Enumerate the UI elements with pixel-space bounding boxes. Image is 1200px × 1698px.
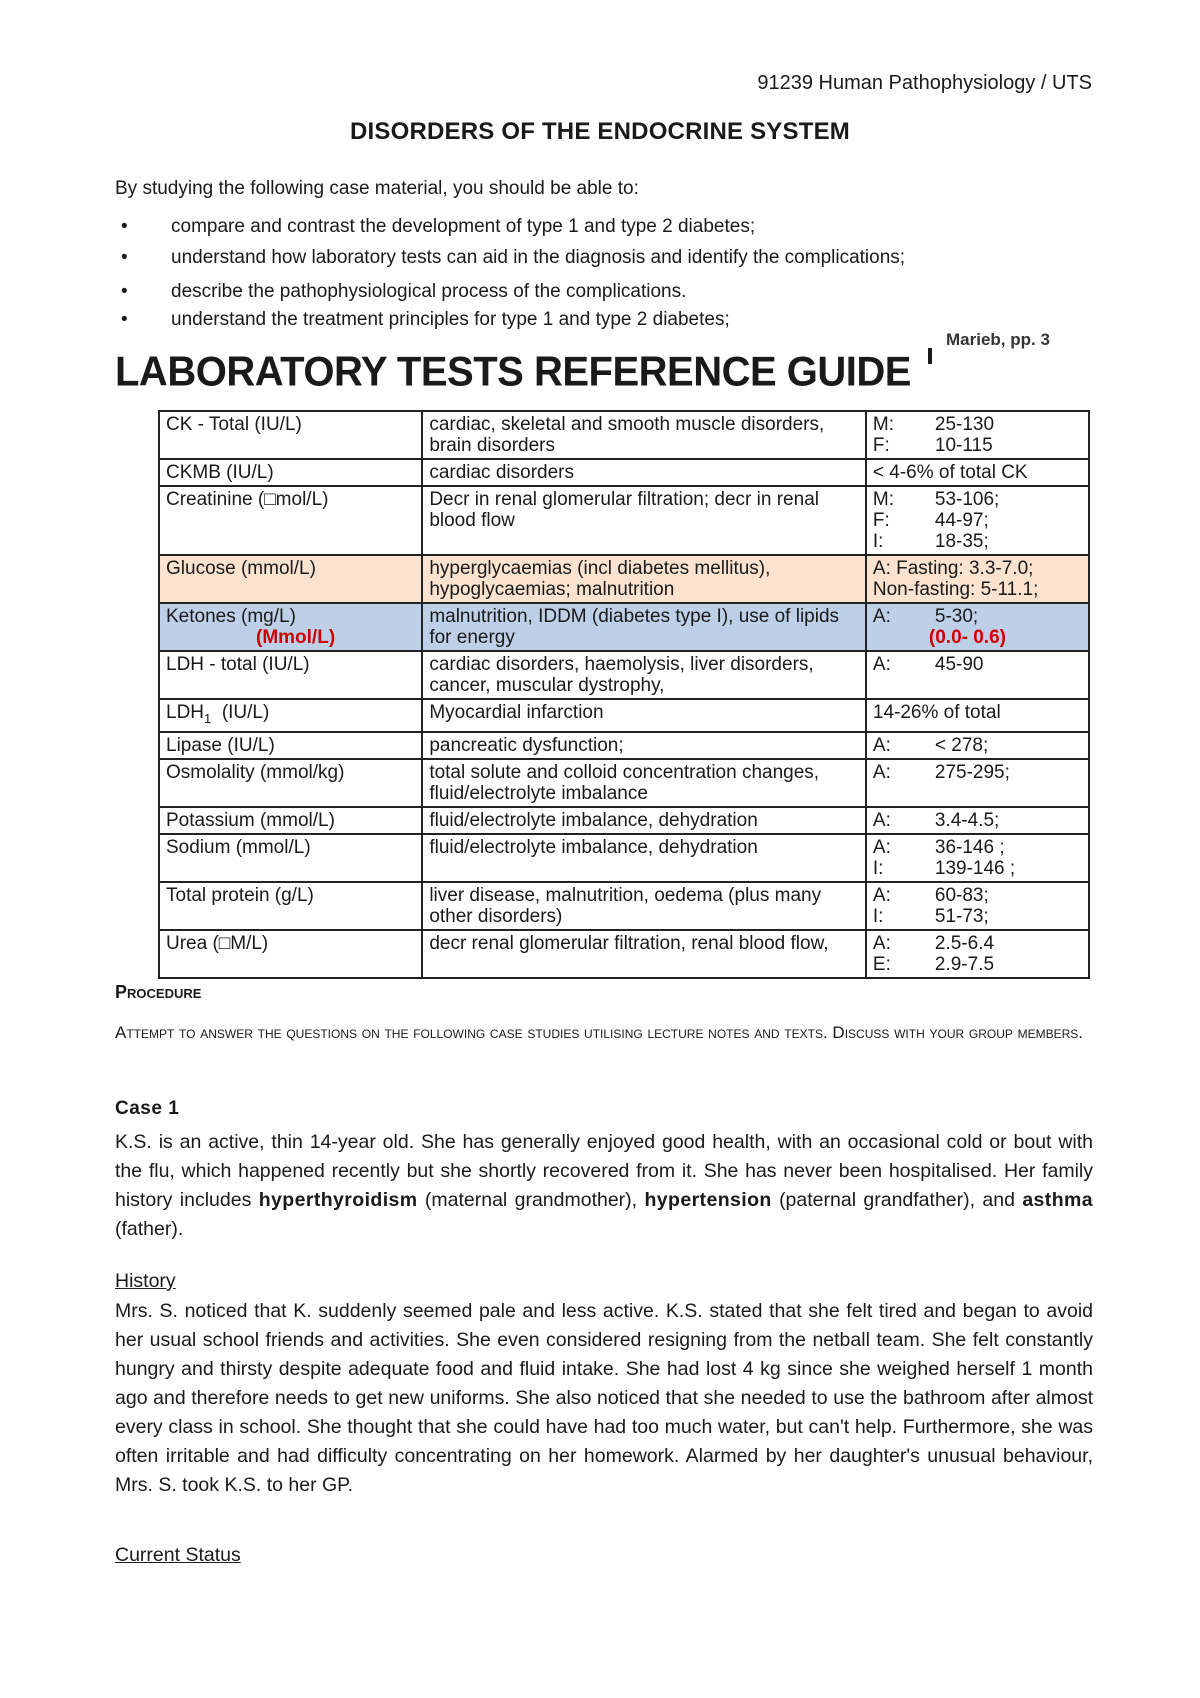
current-status-heading: Current Status — [115, 1544, 241, 1566]
table-row — [159, 759, 1089, 807]
table-row — [159, 411, 1089, 459]
objective-item: • understand how laboratory tests can aid in the diagnosis and identify the complications; — [115, 245, 905, 276]
test-range: A: 60-83; I: 51-73; — [866, 882, 1089, 930]
test-disorders: total solute and colloid concentration changes, fluid/electrolyte imbalance — [422, 759, 866, 807]
test-name: $LDH_1$ (IU/L) — [159, 699, 422, 732]
test-name: Osmolality (mmol/kg) — [159, 759, 422, 807]
test-name: LDH - total (IU/L) — [159, 651, 422, 699]
test-range: A: Fasting: 3.3-7.0; Non-fasting: 5-11.1; — [866, 555, 1089, 603]
history-paragraph: Mrs. S. noticed that K. suddenly seemed pale and less active. K.S. stated that she felt tired and began to avoid her usual school friends and activities. She even considered resigning from the netball team. She felt constantly hungry and thirsty despite adequate food and fluid intake. She had lost 4 kg since she weighed herself 1 month ago and therefore needs to get new uniforms. She also noticed that she needed to use the bathroom after almost every class in school. She thought that she could have had too much water, but can't help. Furthermore, she was often irritable and had difficulty concentrating on her homework. Alarmed by her daughter's unusual behaviour, Mrs. S. took K.S. to her GP. — [115, 1300, 1093, 1496]
objective-item: • describe the pathophysiological process of the complications. — [115, 279, 905, 310]
table-row — [159, 882, 1089, 930]
test-name: Urea (□M/L) — [159, 930, 422, 978]
term-hyperthyroidism: hyperthyroidism — [258, 1189, 418, 1211]
table-row — [159, 834, 1089, 882]
cropped-source-text: Marieb, pp. 3 — [946, 330, 1050, 349]
test-name: Creatinine (□mol/L) — [159, 486, 422, 555]
case-heading: Case 1 — [115, 1098, 180, 1119]
test-disorders: Myocardial infarction — [422, 699, 866, 732]
intro-text: By studying the following case material, you should be able to: — [115, 178, 639, 199]
table-row — [159, 807, 1089, 834]
lab-reference-table — [158, 410, 1090, 979]
test-disorders: pancreatic dysfunction; — [422, 732, 866, 759]
table-row — [159, 699, 1089, 732]
table-row — [159, 651, 1089, 699]
test-name: CK - Total (IU/L) — [159, 411, 422, 459]
table-row — [159, 930, 1089, 978]
test-disorders: liver disease, malnutrition, oedema (plus many other disorders) — [422, 882, 866, 930]
test-disorders: Decr in renal glomerular filtration; decr in renal blood flow — [422, 486, 866, 555]
history-heading: History — [115, 1270, 176, 1292]
test-name: Potassium (mmol/L) — [159, 807, 422, 834]
objective-item: • compare and contrast the development of type 1 and type 2 diabetes; — [115, 214, 905, 245]
procedure-text: Attempt to answer the questions on the following case studies utilising lecture notes and texts. Discuss with your group members. — [115, 1023, 1083, 1042]
cropped-bar — [928, 348, 932, 364]
ketones-range-note: (0.0- 0.6) — [928, 627, 1006, 648]
test-disorders: malnutrition, IDDM (diabetes type I), use of lipids for energy — [422, 603, 866, 651]
document-title: DISORDERS OF THE ENDOCRINE SYSTEM — [350, 118, 850, 145]
test-range: M: 53-106; F: 44-97; I: 18-35; — [866, 486, 1089, 555]
term-asthma: asthma — [1022, 1189, 1093, 1211]
test-disorders: fluid/electrolyte imbalance, dehydration — [422, 807, 866, 834]
test-range: < 4-6% of total CK — [866, 459, 1089, 486]
test-name: Lipase (IU/L) — [159, 732, 422, 759]
test-disorders: cardiac disorders, haemolysis, liver disorders, cancer, muscular dystrophy, — [422, 651, 866, 699]
table-row — [159, 459, 1089, 486]
test-disorders: fluid/electrolyte imbalance, dehydration — [422, 834, 866, 882]
objective-item: • understand the treatment principles for type 1 and type 2 diabetes; — [115, 307, 905, 338]
test-disorders: cardiac, skeletal and smooth muscle disorders, brain disorders — [422, 411, 866, 459]
test-range: A: 275-295; — [866, 759, 1089, 807]
table-row — [159, 732, 1089, 759]
test-name: Sodium (mmol/L) — [159, 834, 422, 882]
test-disorders: hyperglycaemias (incl diabetes mellitus), hypoglycaemias; malnutrition — [422, 555, 866, 603]
term-hypertension: hypertension — [644, 1189, 772, 1211]
lab-guide-heading: LABORATORY TESTS REFERENCE GUIDE — [115, 348, 911, 396]
table-row-ketones — [159, 603, 1089, 651]
test-range: A: 3.4-4.5; — [866, 807, 1089, 834]
test-range: A: 5-30; (0.0- 0.6) — [866, 603, 1089, 651]
test-range: A: < 278; — [866, 732, 1089, 759]
ketones-unit-note: (Mmol/L) — [256, 627, 336, 648]
test-range: A: 36-146 ; I: 139-146 ; — [866, 834, 1089, 882]
test-name: CKMB (IU/L) — [159, 459, 422, 486]
course-header: 91239 Human Pathophysiology / UTS — [757, 72, 1092, 94]
table-row-glucose — [159, 555, 1089, 603]
procedure-heading: Procedure — [115, 982, 202, 1002]
test-name: Total protein (g/L) — [159, 882, 422, 930]
test-name: Glucose (mmol/L) — [159, 555, 422, 603]
test-range: 14-26% of total — [866, 699, 1089, 732]
test-range: A: 45-90 — [866, 651, 1089, 699]
test-range: A: 2.5-6.4 E: 2.9-7.5 — [866, 930, 1089, 978]
test-disorders: cardiac disorders — [422, 459, 866, 486]
case-intro-paragraph: K.S. is an active, thin 14-year old. She has generally enjoyed good health, with an occasional cold or bout with the flu, which happened recently but she shortly recovered from it. She has never been hospitalised. Her family history includes hyperthyroidism (maternal grandmother), hypertension (paternal grandfather), and asthma (father). — [115, 1131, 1093, 1240]
objectives-list — [115, 214, 905, 338]
test-name: Ketones (mg/L) (Mmol/L) — [159, 603, 422, 651]
table-row — [159, 486, 1089, 555]
cropped-source-fragment — [928, 330, 1098, 372]
test-range: M: 25-130 F: 10-115 — [866, 411, 1089, 459]
test-disorders: decr renal glomerular filtration, renal blood flow, — [422, 930, 866, 978]
